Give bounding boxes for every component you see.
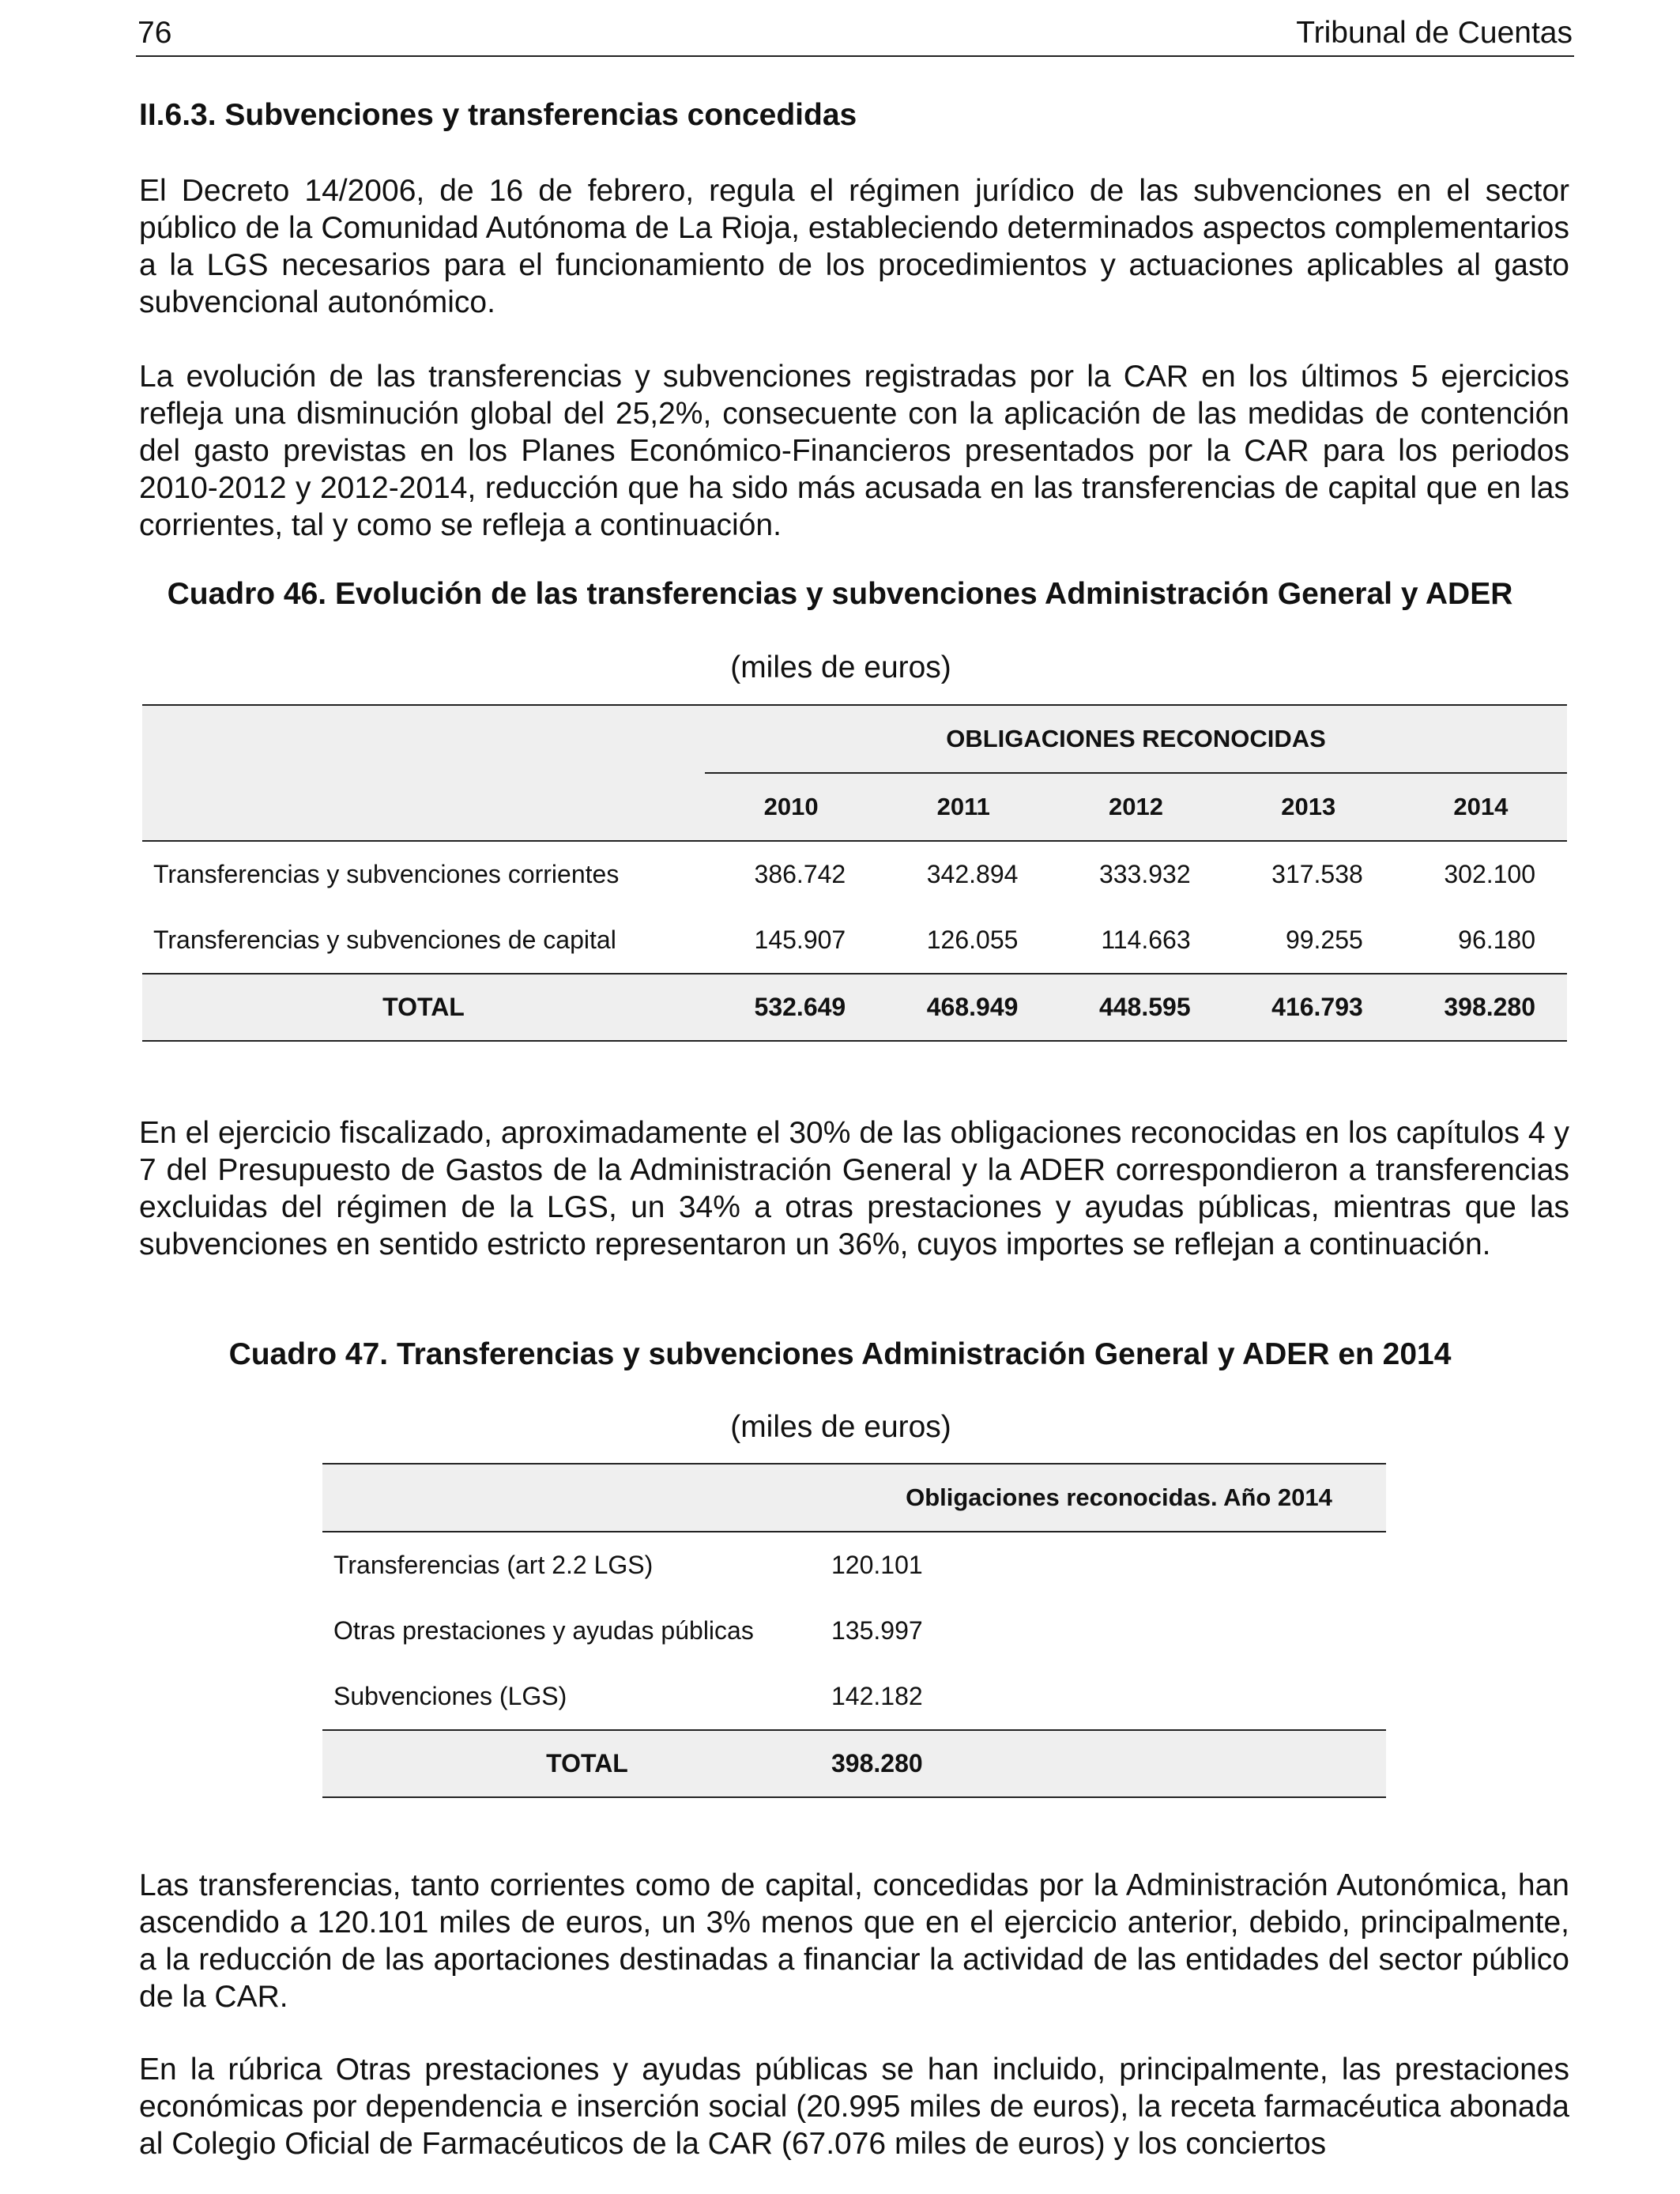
row-values [705,925,1567,955]
total-value: 448.595 [1098,993,1191,1021]
cuadro-47-table [322,1463,1386,1798]
cell-value: 126.055 [926,925,1019,954]
cuadro-46-units: (miles de euros) [730,650,951,684]
year-header: 2012 [1109,793,1163,820]
year-header: 2010 [763,793,819,820]
paragraph-otras-prestaciones: En la rúbrica Otras prestaciones y ayudas públicas se han incluido, principalmente, las prestaciones económicas por dependencia e inserción social (20.995 miles de euros), la receta farmacéutica abonada al Colegio Oficial de Farmacéuticos de la CAR (67.076 miles de euros) y los conciertos [139,2053,1569,2161]
cell-value: 342.894 [926,860,1019,888]
cuadro-47-title: Cuadro 47. Transferencias y subvenciones Administración General y ADER en 2014 [228,1337,1452,1371]
cell-value: 96.180 [1458,925,1536,954]
paragraph-ejercicio: En el ejercicio fiscalizado, aproximadamente el 30% de las obligaciones reconocidas en los capítulos 4 y 7 del Presupuesto de Gastos de la Administración General y la ADER correspondieron a transferencias excluidas del régimen de la LGS, un 34% a otras prestaciones y ayudas públicas, mientras que las subvenciones en sentido estricto representaron un 36%, cuyos importes se reflejan a continuación. [139,1116,1569,1261]
year-header: 2011 [936,793,990,820]
cell-value: 333.932 [1098,860,1191,888]
column-header: Obligaciones reconocidas. Año 2014 [906,1483,1332,1511]
row-label: Subvenciones (LGS) [333,1682,567,1710]
row-label: Otras prestaciones y ayudas públicas [333,1616,754,1645]
total-value: 398.280 [1444,993,1536,1021]
paragraph-decreto: El Decreto 14/2006, de 16 de febrero, regula el régimen jurídico de las subvenciones en el sector público de la Comunidad Autónoma de La Rioja, estableciendo determinados aspectos complementarios a la LGS necesarios para el funcionamiento de los procedimientos y actuaciones aplicables al gasto subvencional autonómico. [139,174,1569,319]
page-header [136,14,1574,57]
total-value: 416.793 [1271,993,1363,1021]
paragraph-evolucion: La evolución de las transferencias y subvenciones registradas por la CAR en los últimos 5 ejercicios refleja una disminución global del 25,2%, consecuente con la aplicación de las medidas de contención del gasto previstas en los Planes Económico-Financieros presentados por la CAR para los periodos 2010-2012 y 2012-2014, reducción que ha sido más acusada en las transferencias de capital que en las corrientes, tal y como se refleja a continuación. [139,360,1569,542]
cell-value: 135.997 [831,1616,923,1645]
year-header: 2014 [1453,793,1509,820]
row-label: Transferencias y subvenciones corrientes [153,860,620,888]
cuadro-46-table [142,704,1567,1042]
table-total-row [322,1729,1386,1796]
table-row [322,1532,1386,1598]
cell-value: 145.907 [754,925,846,954]
page-number: 76 [137,16,172,50]
paragraph-transferencias: Las transferencias, tanto corrientes como de capital, concedidas por la Administración Autonómica, han ascendido a 120.101 miles de euros, un 3% menos que en el ejercicio anterior, debido, principalmente, a la reducción de las aportaciones destinadas a financiar la actividad de las entidades del sector público de la CAR. [139,1868,1569,2014]
cuadro-46-title: Cuadro 46. Evolución de las transferencias y subvenciones Administración General y ADER [167,577,1513,611]
total-value: 532.649 [754,993,846,1021]
year-header-row [705,774,1567,840]
cell-value: 99.255 [1285,925,1363,954]
year-header: 2013 [1281,793,1336,820]
table-header-band [142,706,1567,842]
table-row [142,907,1567,973]
table-header-band [322,1465,1386,1532]
table-total-row [142,973,1567,1040]
row-label: Transferencias y subvenciones de capital [153,925,616,954]
total-value: 468.949 [926,993,1019,1021]
cell-value: 386.742 [754,860,846,888]
total-label: TOTAL [382,993,465,1021]
cell-value: 142.182 [831,1682,923,1710]
row-label: Transferencias (art 2.2 LGS) [333,1551,654,1579]
cuadro-47-units: (miles de euros) [730,1410,951,1444]
total-value: 398.280 [831,1749,923,1777]
table-row [322,1598,1386,1664]
total-values [705,993,1567,1022]
total-label: TOTAL [546,1749,628,1777]
group-header: OBLIGACIONES RECONOCIDAS [705,706,1567,774]
cell-value: 120.101 [831,1551,923,1579]
organization-name: Tribunal de Cuentas [1296,16,1573,50]
table-row [142,842,1567,907]
cell-value: 302.100 [1444,860,1536,888]
cell-value: 317.538 [1271,860,1363,888]
table-row [322,1664,1386,1729]
cell-value: 114.663 [1101,925,1191,954]
section-title: II.6.3. Subvenciones y transferencias concedidas [139,98,857,132]
row-values [705,860,1567,889]
